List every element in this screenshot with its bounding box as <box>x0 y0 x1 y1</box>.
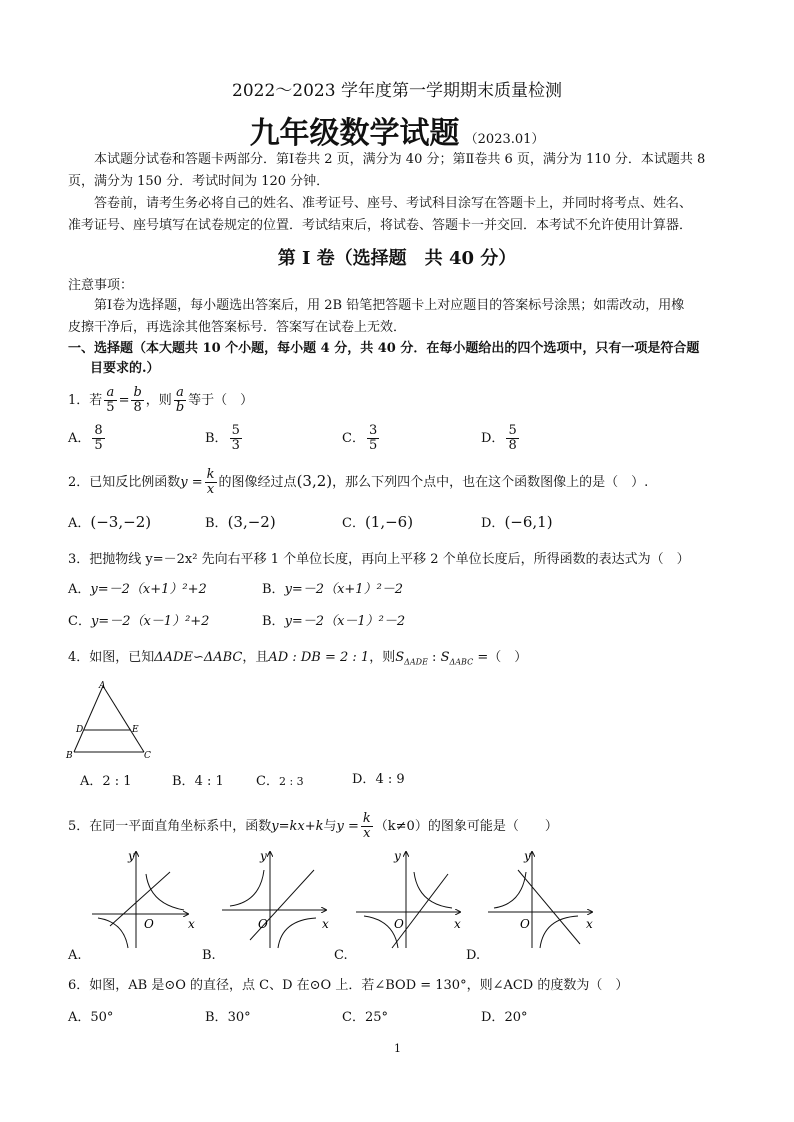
q6-option-a[interactable] <box>68 1008 113 1028</box>
q1-option-d[interactable] <box>481 424 521 453</box>
q5-option-c[interactable]: C. <box>334 948 348 963</box>
q4-label-d: D <box>76 725 84 735</box>
q5-option-a[interactable]: A. <box>68 948 82 963</box>
q5-option-d[interactable]: D. <box>466 948 481 963</box>
q1-option-c[interactable] <box>342 424 381 453</box>
q1-frac2-num: b <box>133 385 142 400</box>
q4-option-b-value: 4 : 1 <box>194 774 224 789</box>
q2-option-b-label: B． <box>205 516 228 531</box>
q1-option-b-frac <box>230 424 242 453</box>
q5-d-origin: O <box>520 917 530 931</box>
q1-option-d-den: 8 <box>508 438 517 453</box>
q4-option-d[interactable] <box>352 770 405 790</box>
q1-option-a[interactable] <box>68 424 107 453</box>
q2-option-a[interactable] <box>68 512 151 534</box>
q2-option-b[interactable] <box>205 512 276 534</box>
q4-similarity: ΔADE∽ΔABC <box>154 650 243 665</box>
q1-frac3-den: b <box>175 400 185 415</box>
q4-option-b[interactable] <box>172 772 224 792</box>
q4-option-d-value: 4 : 9 <box>375 772 405 787</box>
q4-label-c: C <box>144 751 151 761</box>
exam-header <box>0 76 794 101</box>
q5-frac-num: k <box>362 811 371 826</box>
q5-c-y-label: y <box>394 849 401 863</box>
q4-option-c-value: 2 : 3 <box>278 775 304 788</box>
q1-frac-a5 <box>104 386 116 415</box>
q1-option-a-frac <box>92 424 104 453</box>
q1-option-c-num: 3 <box>368 423 378 438</box>
q5-d-y-label: y <box>524 849 531 863</box>
q1-option-d-num: 5 <box>508 423 517 438</box>
section-title: 第 I 卷（选择题 共 40 分） <box>277 248 517 269</box>
part1-heading-line1: 一、选择题（本大题共 10 个小题，每小题 4 分，共 40 分．在每小题给出的四个选项中，只有一项是符合题 <box>68 341 700 356</box>
notice-line1: 第Ⅰ卷为选择题，每小题选出答案后，用 2B 铅笔把答题卡上对应题目的答案标号涂黑；如需改动，用橡 <box>94 298 685 313</box>
q3-option-d-label: B． <box>262 614 285 629</box>
q6-option-a-value: 50° <box>90 1010 114 1025</box>
q5-frac-kx <box>361 812 373 841</box>
q4-sub1: ΔADE <box>404 657 428 667</box>
q4-s1: S <box>395 650 405 665</box>
q4-mid: ，且 <box>242 650 269 665</box>
q6-option-c[interactable] <box>342 1008 388 1028</box>
q3-option-d-value: y=－2（x－1）²－2 <box>284 614 406 629</box>
q1-option-c-frac <box>367 424 379 453</box>
q2-option-c-label: C． <box>342 516 365 531</box>
q3-option-b-value: y=－2（x+1）²－2 <box>284 582 404 597</box>
q6-option-d-value: 20° <box>504 1010 528 1025</box>
q2-option-c-value: (1,−6) <box>364 513 414 531</box>
q4-option-c[interactable] <box>256 772 304 792</box>
q5-graph-c <box>356 848 466 948</box>
q5-graph-a <box>92 848 202 948</box>
q2-mid: 的图像经过点 <box>218 475 297 490</box>
q1-option-a-label: A． <box>68 431 91 446</box>
q1-option-d-frac <box>506 424 518 453</box>
q4-ratio: AD : DB = 2 : 1 <box>268 650 370 665</box>
q5-option-b[interactable]: B. <box>202 948 216 963</box>
q1-option-c-den: 5 <box>368 438 378 453</box>
q2-frac-den: x <box>206 482 215 497</box>
q1-frac-b8 <box>131 386 143 415</box>
q5-graph-d <box>488 848 598 948</box>
q5-f1: y=kx+k <box>271 819 324 834</box>
q2-pre: 2．已知反比例函数 <box>68 475 181 490</box>
q4-option-d-label: D． <box>352 772 376 787</box>
q4-label-e: E <box>132 725 139 735</box>
q3-option-c-value: y=－2（x－1）²+2 <box>90 614 210 629</box>
question-6: 6．如图，AB 是⊙O 的直径，点 C、D 在⊙O 上．若∠BOD = 130°，则∠ACD 的度数为（ ） <box>68 978 629 993</box>
question-2 <box>68 468 648 497</box>
question-3: 3．把抛物线 y=－2x² 先向右平移 1 个单位长度，再向上平移 2 个单位长度后，所得函数的表达式为（ ） <box>68 552 690 567</box>
intro-p1b: 页，满分为 150 分．考试时间为 120 分钟． <box>68 174 330 189</box>
q6-option-c-label: C． <box>342 1010 365 1025</box>
q5-b-origin: O <box>258 917 268 931</box>
q4-mid2: ，则 <box>369 650 396 665</box>
section-title-wrap <box>0 244 794 270</box>
q2-yeq: y = <box>180 475 203 490</box>
q1-frac1-num: a <box>104 386 116 401</box>
q3-option-c[interactable] <box>68 612 209 632</box>
q1-option-a-num: 8 <box>94 423 103 438</box>
q4-option-a[interactable] <box>80 772 132 792</box>
q2-post: ，那么下列四个点中，也在这个函数图像上的是（ ）. <box>332 475 649 490</box>
q1-prefix: 1．若 <box>68 393 103 408</box>
notice-line2: 皮擦干净后，再选涂其他答案标号．答案写在试卷上无效． <box>68 320 407 335</box>
q1-option-a-den: 5 <box>94 438 103 453</box>
exam-title-block <box>0 108 794 152</box>
q5-yeq: y = <box>336 819 359 834</box>
q5-b-x-label: x <box>322 917 329 931</box>
q3-option-a[interactable] <box>68 580 207 600</box>
q5-graph-b <box>222 848 332 948</box>
q5-c-origin: O <box>394 917 404 931</box>
page-number: 1 <box>394 1042 401 1055</box>
q4-triangle-figure <box>66 680 156 760</box>
q2-option-a-label: A． <box>68 516 91 531</box>
q2-option-d[interactable] <box>481 512 553 534</box>
q2-option-a-value: (−3,−2) <box>90 513 152 531</box>
question-5 <box>68 812 558 841</box>
intro-p1a: 本试题分试卷和答题卡两部分．第Ⅰ卷共 2 页，满分为 40 分；第Ⅱ卷共 6 页，满分为 110 分．本试题共 8 <box>94 152 706 167</box>
q1-option-b-label: B． <box>205 431 228 446</box>
q6-option-c-value: 25° <box>364 1010 388 1025</box>
q1-option-b[interactable] <box>205 424 244 453</box>
q2-point: (3,2) <box>296 472 333 490</box>
exam-year-line: 2022～2023 学年度第一学期期末质量检测 <box>232 81 562 101</box>
q3-option-c-label: C． <box>68 614 91 629</box>
q6-option-b-value: 30° <box>227 1010 251 1025</box>
q2-option-d-value: (−6,1) <box>504 513 553 531</box>
q4-pre: 4．如图，已知 <box>68 650 155 665</box>
q1-equals: = <box>118 393 130 408</box>
q2-option-b-value: (3,−2) <box>227 513 276 531</box>
q5-a-x-label: x <box>188 917 195 931</box>
q2-option-d-label: D． <box>481 516 505 531</box>
q2-frac-kx <box>205 468 217 497</box>
q3-option-b[interactable] <box>262 580 403 600</box>
q4-option-c-label: C． <box>256 774 279 789</box>
q1-option-b-num: 5 <box>231 423 240 438</box>
q5-mid: 与 <box>323 819 337 834</box>
q1-option-b-den: 3 <box>231 438 240 453</box>
q3-option-a-label: A． <box>68 582 91 597</box>
q4-colon: : <box>427 650 441 665</box>
question-4 <box>68 648 527 673</box>
q1-frac2-den: 8 <box>133 400 142 415</box>
q5-d-x-label: x <box>586 917 593 931</box>
q2-option-c[interactable] <box>342 512 413 534</box>
q1-frac1-den: 5 <box>106 400 115 415</box>
q5-frac-den: x <box>363 826 371 841</box>
q4-label-a: A <box>99 681 106 691</box>
q1-frac3-num: a <box>174 386 186 401</box>
q3-option-a-value: y=－2（x+1）²+2 <box>90 582 207 597</box>
q5-a-origin: O <box>144 917 154 931</box>
q4-sub2: ΔABC <box>449 657 474 667</box>
q6-option-a-label: A． <box>68 1010 91 1025</box>
q1-option-c-label: C． <box>342 431 365 446</box>
q4-option-a-value: 2 : 1 <box>102 774 132 789</box>
q1-mid: ，则 <box>145 393 172 408</box>
q6-option-b[interactable] <box>205 1008 251 1028</box>
q6-option-d[interactable] <box>481 1008 527 1028</box>
part1-heading-line2: 目要求的.） <box>90 361 160 376</box>
q2-frac-num: k <box>206 467 215 482</box>
q5-b-y-label: y <box>260 849 267 863</box>
q5-pre: 5．在同一平面直角坐标系中，函数 <box>68 819 272 834</box>
intro-p2a: 答卷前，请考生务必将自己的姓名、准考证号、座号、考试科目涂写在答题卡上，并同时将考点、姓名、 <box>94 196 693 211</box>
intro-p2b: 准考证号、座号填写在试卷规定的位置．考试结束后，将试卷、答题卡一并交回．本考试不允许使用计算器． <box>68 218 693 233</box>
q4-option-a-label: A． <box>80 774 103 789</box>
q6-option-b-label: B． <box>205 1010 228 1025</box>
q4-option-b-label: B． <box>172 774 195 789</box>
q1-option-d-label: D． <box>481 431 505 446</box>
question-1 <box>68 386 253 415</box>
q3-option-b-label: B． <box>262 582 285 597</box>
q4-end: =（ ） <box>473 650 528 665</box>
exam-date: （2023.01） <box>464 132 545 147</box>
q5-cond: （k≠0）的图象可能是（ ） <box>374 819 558 834</box>
q1-frac-ab <box>174 386 186 415</box>
q4-label-b: B <box>66 751 73 761</box>
q1-end: 等于（ ） <box>188 393 254 408</box>
q6-option-d-label: D． <box>481 1010 505 1025</box>
notice-label: 注意事项： <box>68 278 134 293</box>
q3-option-d[interactable] <box>262 612 405 632</box>
exam-title: 九年级数学试题 <box>249 116 460 151</box>
q4-s2: S <box>440 650 450 665</box>
q5-c-x-label: x <box>454 917 461 931</box>
q5-a-y-label: y <box>128 849 135 863</box>
